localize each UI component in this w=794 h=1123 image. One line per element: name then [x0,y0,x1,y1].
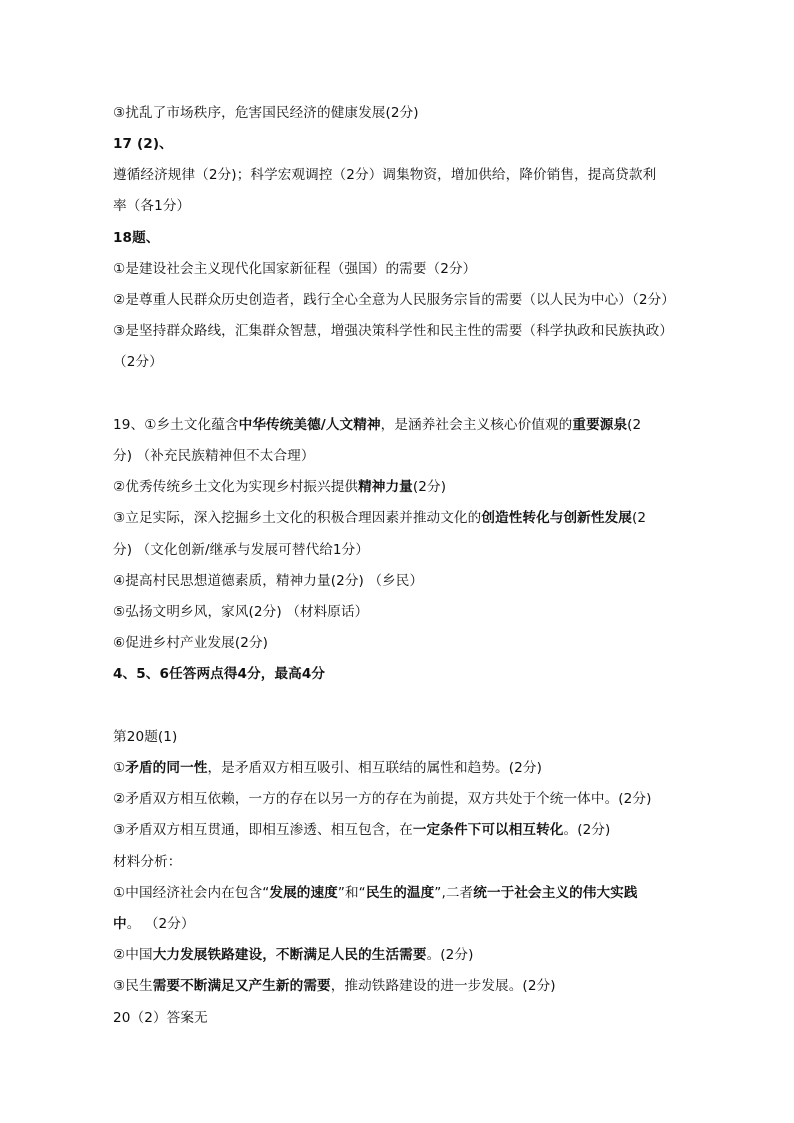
answer-line-19-3-cont [113,540,693,560]
bold-text-run: 重要源泉 [572,417,628,433]
bold-text-run: 17 (2)、 [113,136,173,152]
analysis-line-3 [113,976,693,996]
analysis-line-1-cont [113,914,693,934]
text-run: (2 [631,510,647,526]
answer-line-17-b [113,196,693,216]
answer-line-19-1 [113,415,693,435]
bold-text-run: 统一于社会主义的伟大实践 [473,885,638,901]
text-run: ②是尊重人民群众历史创造者，践行全心全意为人民服务宗旨的需要（以人民为中心）（2分） [113,292,675,308]
text-run: 。 （2分） [126,916,195,932]
answer-line-20-1 [113,758,693,778]
scoring-note-19 [113,664,693,684]
text-run: ，是矛盾双方相互吸引、相互联结的属性和趋势。(2分) [207,760,542,776]
answer-line-19-4 [113,571,693,591]
text-run: 20（2）答案无 [113,1010,208,1026]
text-run: (2 [627,417,642,433]
bold-text-run: 发展的速度 [269,885,338,901]
text-run: ① [113,760,126,776]
text-run: ①中国经济社会内在包含“ [113,885,270,901]
material-analysis-heading [113,852,693,872]
text-run: ③立足实际，深入挖掘乡土文化的积极合理因素并推动文化的 [113,510,482,526]
answer-line-20-3 [113,820,693,840]
text-run: ③扰乱了市场秩序，危害国民经济的健康发展(2分) [113,105,419,121]
text-run: 。(2分) [563,822,611,838]
analysis-line-1 [113,883,693,903]
text-run: ，是涵养社会主义核心价值观的 [380,417,573,433]
answer-line-16-3 [113,103,693,123]
answer-line-19-3 [113,508,693,528]
text-run: 。(2分) [426,947,474,963]
bold-text-run: 4、5、6任答两点得4分，最高4分 [113,666,326,682]
text-run: (2分) [412,479,447,495]
text-run: 分) （文化创新/继承与发展可替代给1分） [113,542,370,558]
text-run: ④提高村民思想道德素质，精神力量(2分) （乡民） [113,573,424,589]
bold-text-run: 民生的温度 [365,885,435,901]
answer-line-18-1 [113,259,693,279]
answer-20-2 [113,1008,693,1028]
answer-line-17-a [113,165,693,185]
bold-text-run: 中华传统美德/人文精神 [238,417,381,433]
text-run: 率（各1分） [113,198,191,214]
answer-line-19-6 [113,633,693,653]
bold-text-run: 矛盾的同一性 [125,760,208,776]
analysis-line-2 [113,945,693,965]
text-run: （2分） [113,354,163,370]
text-run: ③是坚持群众路线，汇集群众智慧，增强决策科学性和民主性的需要（科学执政和民族执政） [113,323,674,339]
text-run: ②矛盾双方相互依赖，一方的存在以另一方的存在为前提，双方共处于个统一体中。(2分) [113,791,652,807]
answer-line-20-2 [113,789,693,809]
answer-line-19-5 [113,602,693,622]
answer-line-18-3-cont [113,352,693,372]
text-run: ，推动铁路建设的进一步发展。(2分) [330,978,556,994]
bold-text-run: 中 [113,916,127,932]
text-run: ”和“ [337,885,366,901]
text-run: ②中国 [113,947,153,963]
bold-text-run: 创造性转化与创新性发展 [481,510,632,526]
text-run: 第20题(1) [113,729,178,745]
text-run: 分) （补充民族精神但不太合理） [113,448,315,464]
bold-text-run: 精神力量 [358,479,413,495]
heading-20-1 [113,727,693,747]
text-run: ⑤弘扬文明乡风，家风(2分) （材料原话） [113,604,369,620]
heading-18 [113,228,693,248]
text-run: ②优秀传统乡土文化为实现乡村振兴提供 [113,479,359,495]
answer-line-19-2 [113,477,693,497]
text-run: ”,二者 [434,885,474,901]
bold-text-run: 大力发展铁路建设，不断满足人民的生活需要 [152,947,427,963]
answer-line-18-2 [113,290,693,310]
text-run: ①是建设社会主义现代化国家新征程（强国）的需要（2分） [113,261,477,277]
text-run: 遵循经济规律（2分)；科学宏观调控（2分）调集物资，增加供给，降价销售，提高贷款利 [113,167,657,183]
text-run: 材料分析： [113,854,182,870]
text-run: ⑥促进乡村产业发展(2分) [113,635,269,651]
bold-text-run: 18题、 [113,230,160,246]
answer-line-18-3 [113,321,693,341]
answer-line-19-1-cont [113,446,693,466]
heading-17-2 [113,134,693,154]
text-run: ③民生 [113,978,153,994]
text-run: 19、①乡土文化蕴含 [113,417,239,433]
text-run: ③矛盾双方相互贯通，即相互渗透、相互包含，在 [113,822,413,838]
bold-text-run: 一定条件下可以相互转化 [412,822,564,838]
bold-text-run: 需要不断满足又产生新的需要 [152,978,331,994]
